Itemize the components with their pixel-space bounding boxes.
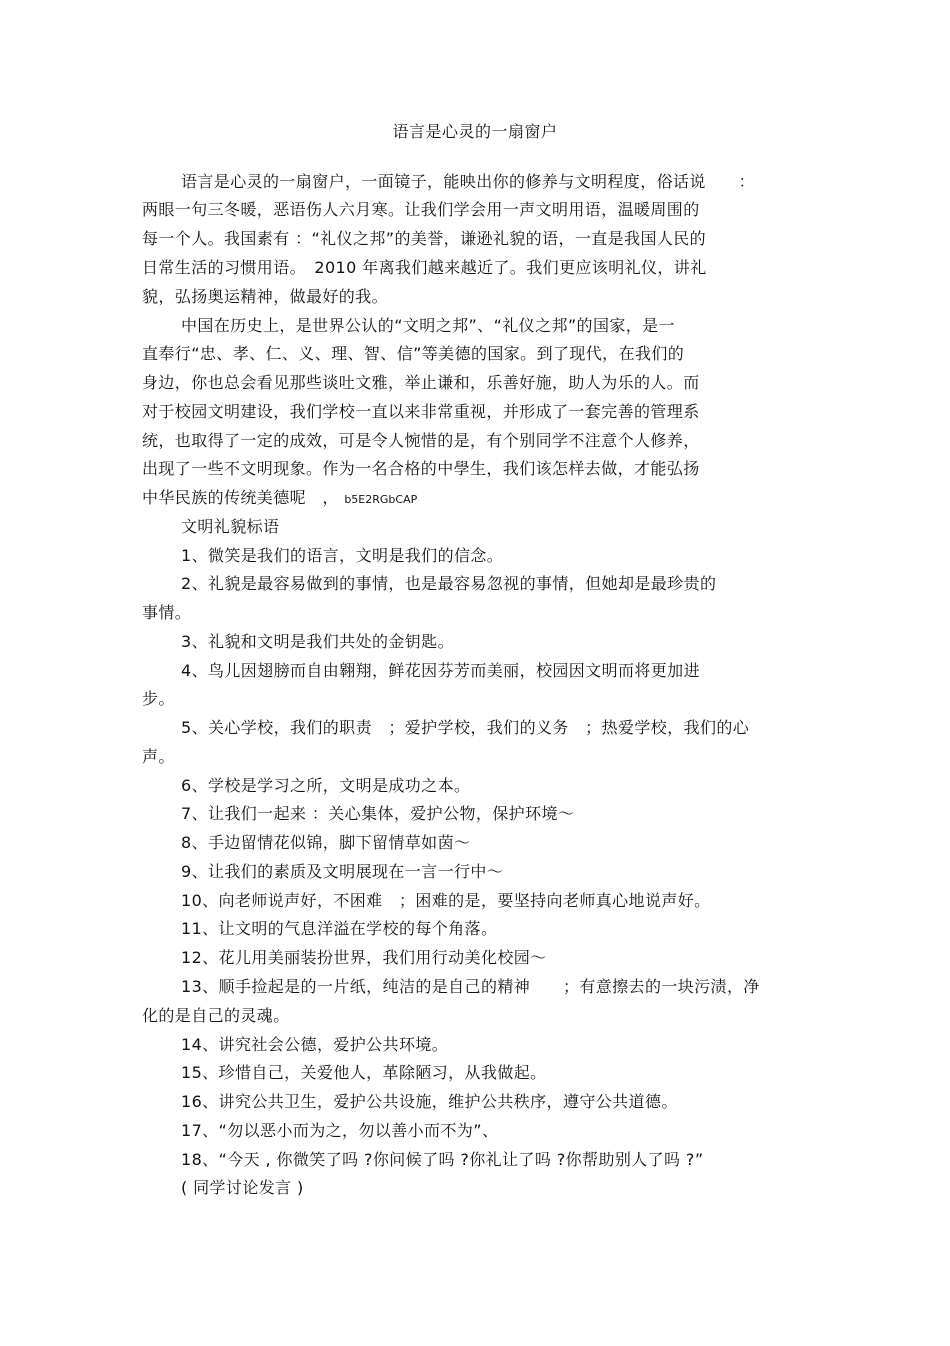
intro-line: 每一个人。我国素有 ：“礼仪之邦”的美誉，谦逊礼貌的语，一直是我国人民的 <box>142 229 707 248</box>
slogan-item: 8、手边留情花似锦，脚下留情草如茵～ <box>181 833 471 852</box>
slogan-item: 2、礼貌是最容易做到的事情，也是最容易忽视的事情，但她却是最珍贵的 <box>181 574 717 593</box>
slogan-item: 4、鸟儿因翅膀而自由翱翔，鲜花因芬芳而美丽，校园因文明而将更加进 <box>181 661 700 680</box>
slogan-item: 7、让我们一起来 ：关心集体，爱护公物，保护环境～ <box>181 804 575 823</box>
slogan-item: 16、讲究公共卫生，爱护公共设施，维护公共秩序，遵守公共道德。 <box>181 1092 678 1111</box>
intro-line: 貌，弘扬奥运精神，做最好的我。 <box>142 287 389 306</box>
slogan-item: 15、珍惜自己，关爱他人，革除陋习，从我做起。 <box>181 1063 547 1082</box>
slogan-item: 9、让我们的素质及文明展现在一言一行中～ <box>181 862 504 881</box>
slogan-item: 18、“今天 , 你微笑了吗 ?你问候了吗 ?你礼让了吗 ?你帮助别人了吗 ?” <box>181 1150 704 1169</box>
slogan-item: 6、学校是学习之所，文明是成功之本。 <box>181 776 471 795</box>
discussion-note: ( 同学讨论发言 ) <box>181 1178 304 1197</box>
history-line: 中国在历史上，是世界公认的“文明之邦”、“礼仪之邦”的国家，是一 <box>181 316 675 335</box>
history-line: 直奉行“忠、孝、仁、义、理、智、信”等美德的国家。到了现代，在我们的 <box>142 344 685 363</box>
intro-line: 两眼一句三冬暖，恶语伤人六月寒。让我们学会用一声文明用语，温暖周围的 <box>142 200 700 219</box>
document-title: 语言是心灵的一扇窗户 <box>392 122 558 141</box>
slogan-heading: 文明礼貌标语 <box>181 517 280 536</box>
slogan-item-cont: 步。 <box>142 689 175 708</box>
history-last-text: 中华民族的传统美德呢 ， <box>142 488 339 507</box>
slogan-item-cont: 事情。 <box>142 603 192 622</box>
slogan-item: 11、让文明的气息洋溢在学校的每个角落。 <box>181 919 498 938</box>
history-line: 身边，你也总会看见那些谈吐文雅，举止谦和，乐善好施，助人为乐的人。而 <box>142 373 700 392</box>
slogan-item: 3、礼貌和文明是我们共处的金钥匙。 <box>181 632 454 651</box>
slogan-item-cont: 声。 <box>142 747 175 766</box>
history-line: 统，也取得了一定的成效，可是令人惋惜的是，有个别同学不注意个人修养， <box>142 431 700 450</box>
slogan-item: 14、讲究社会公德，爱护公共环境。 <box>181 1035 449 1054</box>
slogan-item: 12、花儿用美丽装扮世界，我们用行动美化校园～ <box>181 948 547 967</box>
slogan-item: 13、顺手捡起是的一片纸，纯洁的是自己的精神 ；有意擦去的一块污渍，净 <box>181 977 760 996</box>
slogan-item-cont: 化的是自己的灵魂。 <box>142 1006 290 1025</box>
history-line: 出现了一些不文明现象。作为一名合格的中學生，我们该怎样去做，才能弘扬 <box>142 459 700 478</box>
history-line: 对于校园文明建设，我们学校一直以来非常重视，并形成了一套完善的管理系 <box>142 402 700 421</box>
slogan-item: 5、关心学校，我们的职责 ；爱护学校，我们的义务 ；热爱学校，我们的心 <box>181 718 750 737</box>
history-code: b5E2RGbCAP <box>344 493 418 506</box>
slogan-item: 10、向老师说声好，不困难 ；困难的是，要坚持向老师真心地说声好。 <box>181 891 711 910</box>
slogan-item: 17、“勿以恶小而为之，勿以善小而不为”、 <box>181 1121 499 1140</box>
slogan-item: 1、微笑是我们的语言，文明是我们的信念。 <box>181 546 504 565</box>
history-line-last <box>142 487 417 511</box>
intro-line: 日常生活的习惯用语。 2010 年离我们越来越近了。我们更应该明礼仪，讲礼 <box>142 258 707 277</box>
intro-line: 语言是心灵的一扇窗户，一面镜子，能映出你的修养与文明程度，俗话说 ： <box>181 172 756 191</box>
